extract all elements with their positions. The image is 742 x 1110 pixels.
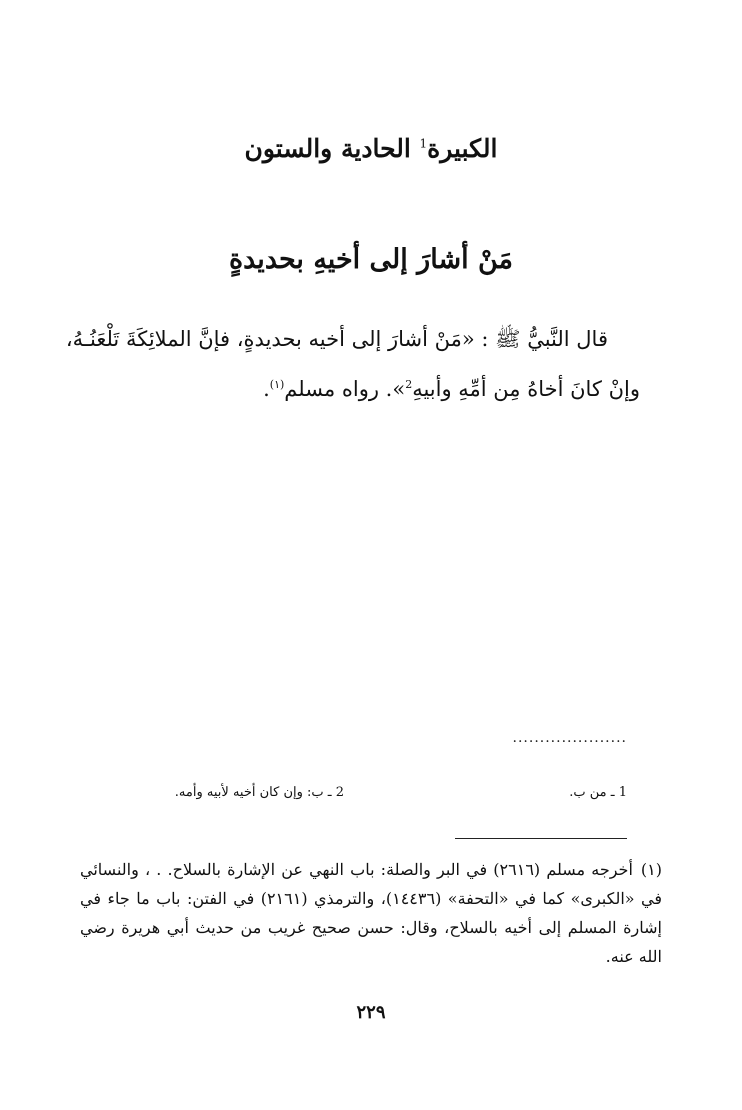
footnote-rule	[455, 838, 627, 839]
hadith-line-2-end: .	[263, 377, 270, 401]
dotted-separator: .....................	[512, 730, 627, 746]
hadith-line-1: قال النَّبيُّ ﷺ : «مَنْ أشارَ إلى أخيه بحديدةٍ، فإنَّ الملائِكَةَ تَلْعَنُـهُ،	[65, 327, 608, 351]
footnote-text: أخرجه مسلم (٢٦١٦) في البر والصلة: باب النهي عن الإشارة بالسلاح. . ، والنسائي في «الكبرى» كما في «التحفة» (١٤٤٣٦)، والترمذي (٢١٦١) في الفتن: باب ما جاء في إشارة المسلم إلى أخيه بالسلاح، وقال: حسن صحيح غريب من حديث أبي هريرة رضي الله عنه.	[80, 860, 663, 966]
footnote	[80, 855, 662, 971]
hadith-variant-ref: 2	[405, 378, 413, 391]
footnote-marker: (١)	[640, 860, 662, 879]
chapter-title-rest: الحادية والستون	[244, 134, 411, 163]
hadith-line-2	[80, 362, 640, 412]
chapter-title	[0, 134, 742, 164]
hadith-text	[65, 316, 640, 412]
variant-note-1: 1 ـ من ب.	[569, 785, 627, 800]
section-title: مَنْ أشارَ إلى أخيهِ بحديدةٍ	[228, 244, 513, 275]
hadith-line-2-tail: ». رواه مسلم	[284, 377, 406, 401]
variant-note-2: 2 ـ ب: وإن كان أخيه لأبيه وأمه.	[174, 785, 344, 800]
chapter-title-note-ref: 1	[419, 136, 428, 151]
hadith-line-2-text: وإنْ كانَ أخاهُ مِن أمِّهِ وأبيهِ	[412, 377, 640, 401]
chapter-title-main: الكبيرة	[427, 134, 498, 163]
hadith-footnote-ref: (١)	[269, 378, 285, 391]
page-number: ٢٢٩	[356, 1002, 386, 1023]
